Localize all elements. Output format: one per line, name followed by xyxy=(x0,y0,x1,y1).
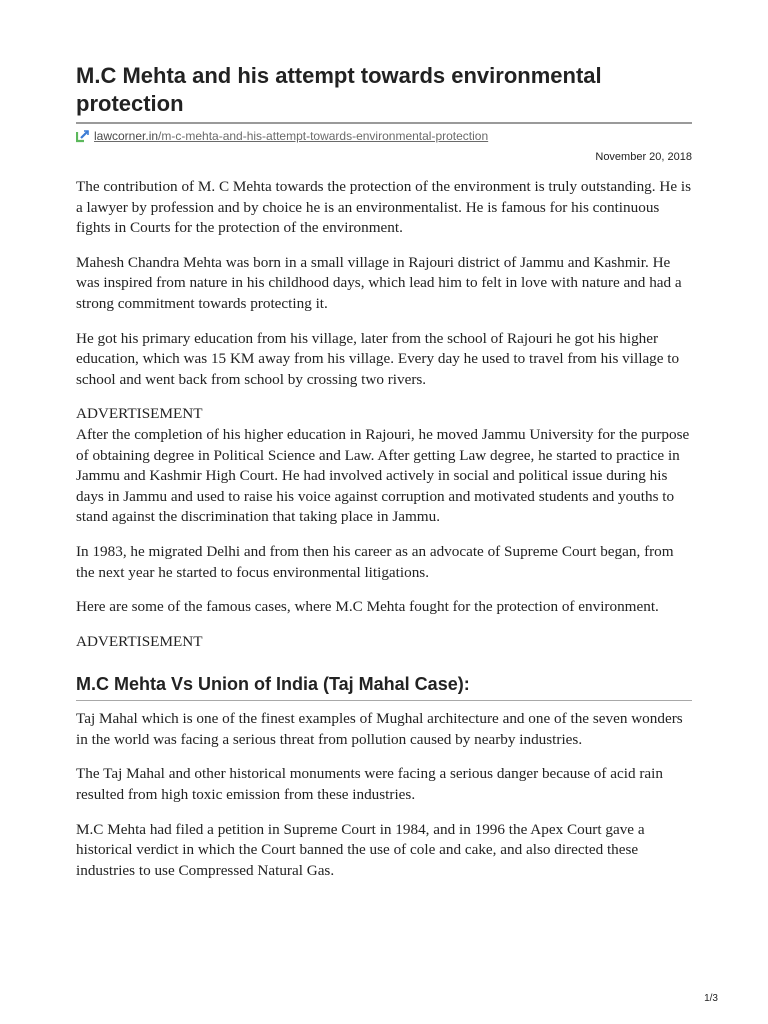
article xyxy=(76,62,692,881)
advertisement-label: ADVERTISEMENT xyxy=(76,632,203,650)
paragraph: After the completion of his higher education in Rajouri, he moved Jammu University for the purpose of obtaining degree in Political Science and Law. After getting Law degree, he started to practice in Jammu and Kashmir High Court. He had involved actively in social and political issue during his days in Jammu and used to raise his voice against corruption and motivated students and youths to stand against the discrimination that taking place in Jammu. xyxy=(76,425,690,526)
source-domain: lawcorner.in xyxy=(94,129,159,143)
lawcorner-favicon-icon xyxy=(76,130,89,143)
paragraph: M.C Mehta had filed a petition in Supreme Court in 1984, and in 1996 the Apex Court gave a historical verdict in which the Court banned the use of cole and cake, and also directed these industries to use Compressed Natural Gas. xyxy=(76,820,645,879)
paragraph: The contribution of M. C Mehta towards the protection of the environment is truly outstanding. He is a lawyer by profession and by choice he is an environmentalist. He is famous for his continuous fights in Courts for the protection of the environment. xyxy=(76,178,691,237)
paragraph: In 1983, he migrated Delhi and from then his career as an advocate of Supreme Court began, from the next year he started to focus environmental litigations. xyxy=(76,542,674,581)
publish-date: November 20, 2018 xyxy=(595,151,692,163)
source-url-link[interactable] xyxy=(94,129,488,143)
section-divider xyxy=(76,700,692,701)
paragraph: Here are some of the famous cases, where M.C Mehta fought for the protection of environment. xyxy=(76,598,659,616)
paragraph: The Taj Mahal and other historical monuments were facing a serious danger because of acid rain resulted from high toxic emission from these industries. xyxy=(76,765,663,804)
advertisement-label: ADVERTISEMENT xyxy=(76,405,203,423)
source-path: /m-c-mehta-and-his-attempt-towards-environmental-protection xyxy=(158,129,489,143)
section-heading: M.C Mehta Vs Union of India (Taj Mahal Case): xyxy=(76,674,470,695)
article-title: M.C Mehta and his attempt towards environmental protection xyxy=(76,63,602,116)
paragraph: Taj Mahal which is one of the finest examples of Mughal architecture and one of the seven wonders in the world was facing a serious threat from pollution caused by nearby industries. xyxy=(76,710,683,748)
source-line xyxy=(76,129,692,143)
page-indicator: 1/3 xyxy=(704,993,718,1004)
title-divider xyxy=(76,122,692,124)
paragraph: He got his primary education from his village, later from the school of Rajouri he got his higher education, which was 15 KM away from his village. Every day he used to travel from his village to school and went back from school by crossing two rivers. xyxy=(76,329,680,388)
paragraph: Mahesh Chandra Mehta was born in a small village in Rajouri district of Jammu and Kashmir. He was inspired from nature in his childhood days, which lead him to felt in love with nature and had a strong commitment towards protecting it. xyxy=(76,253,682,312)
